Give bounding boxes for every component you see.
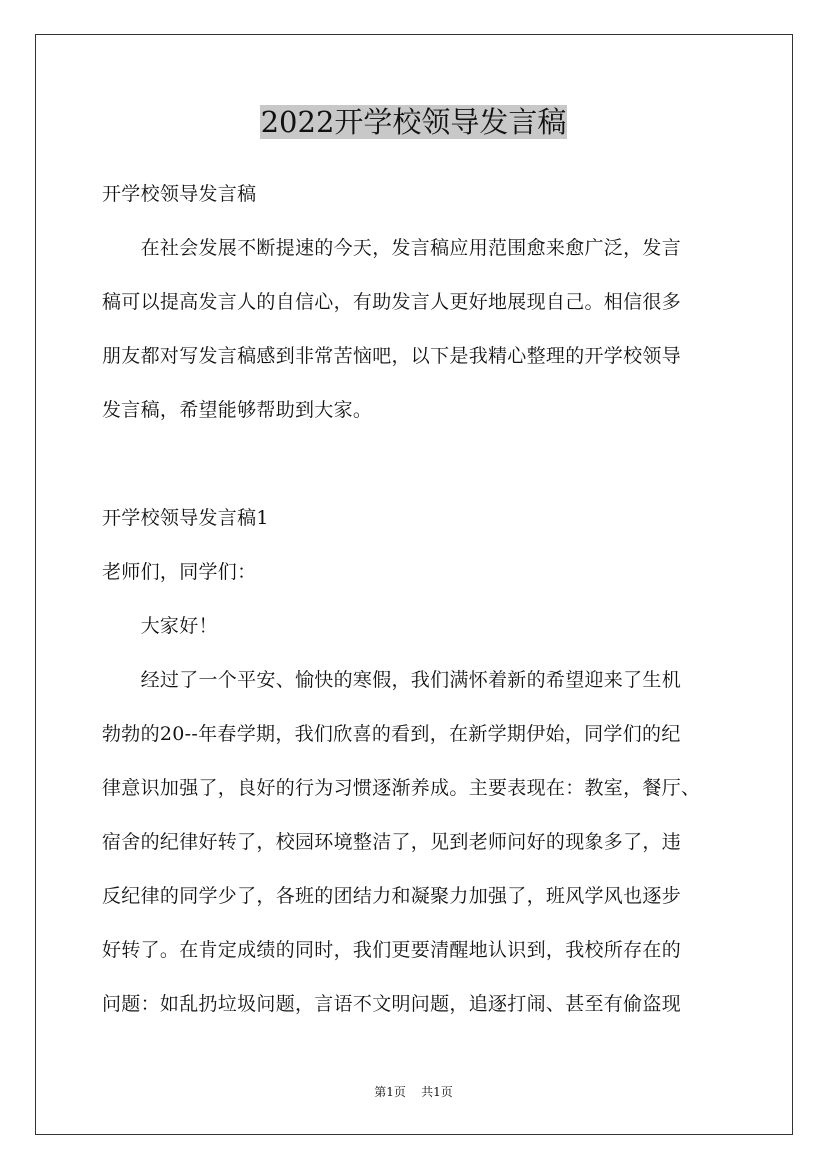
intro-heading: 开学校领导发言稿 [102, 183, 257, 205]
paragraph-line: 勃勃的20--年春学期，我们欣喜的看到，在新学期伊始，同学们的纪 [102, 723, 681, 745]
paragraph-line: 稿可以提高发言人的自信心，有助发言人更好地展现自己。相信很多 [102, 291, 682, 313]
salutation: 老师们，同学们： [102, 561, 257, 583]
paragraph-line: 在社会发展不断提速的今天，发言稿应用范围愈来愈广泛，发言 [102, 237, 682, 259]
section-heading: 开学校领导发言稿1 [102, 507, 269, 529]
paragraph-line: 问题：如乱扔垃圾问题，言语不文明问题，追逐打闹、甚至有偷盗现 [102, 993, 682, 1015]
page-footer [0, 1083, 827, 1101]
greeting: 大家好！ [102, 615, 218, 637]
paragraph-line: 律意识加强了，良好的行为习惯逐渐养成。主要表现在：教室，餐厅、 [102, 777, 701, 799]
page-total: 共1页 [421, 1085, 453, 1099]
paragraph-line: 发言稿，希望能够帮助到大家。 [102, 399, 373, 421]
paragraph-line: 朋友都对写发言稿感到非常苦恼吧，以下是我精心整理的开学校领导 [102, 345, 682, 367]
document-title: 2022开学校领导发言稿 [260, 105, 567, 139]
page-number: 第1页 [374, 1085, 406, 1099]
paragraph-line: 反纪律的同学少了，各班的团结力和凝聚力加强了，班风学风也逐步 [102, 885, 682, 907]
paragraph-line: 好转了。在肯定成绩的同时，我们更要清醒地认识到，我校所存在的 [102, 939, 682, 961]
paragraph-line: 经过了一个平安、愉快的寒假，我们满怀着新的希望迎来了生机 [102, 669, 682, 691]
paragraph-line: 宿舍的纪律好转了，校园环境整洁了，见到老师问好的现象多了，违 [102, 831, 682, 853]
